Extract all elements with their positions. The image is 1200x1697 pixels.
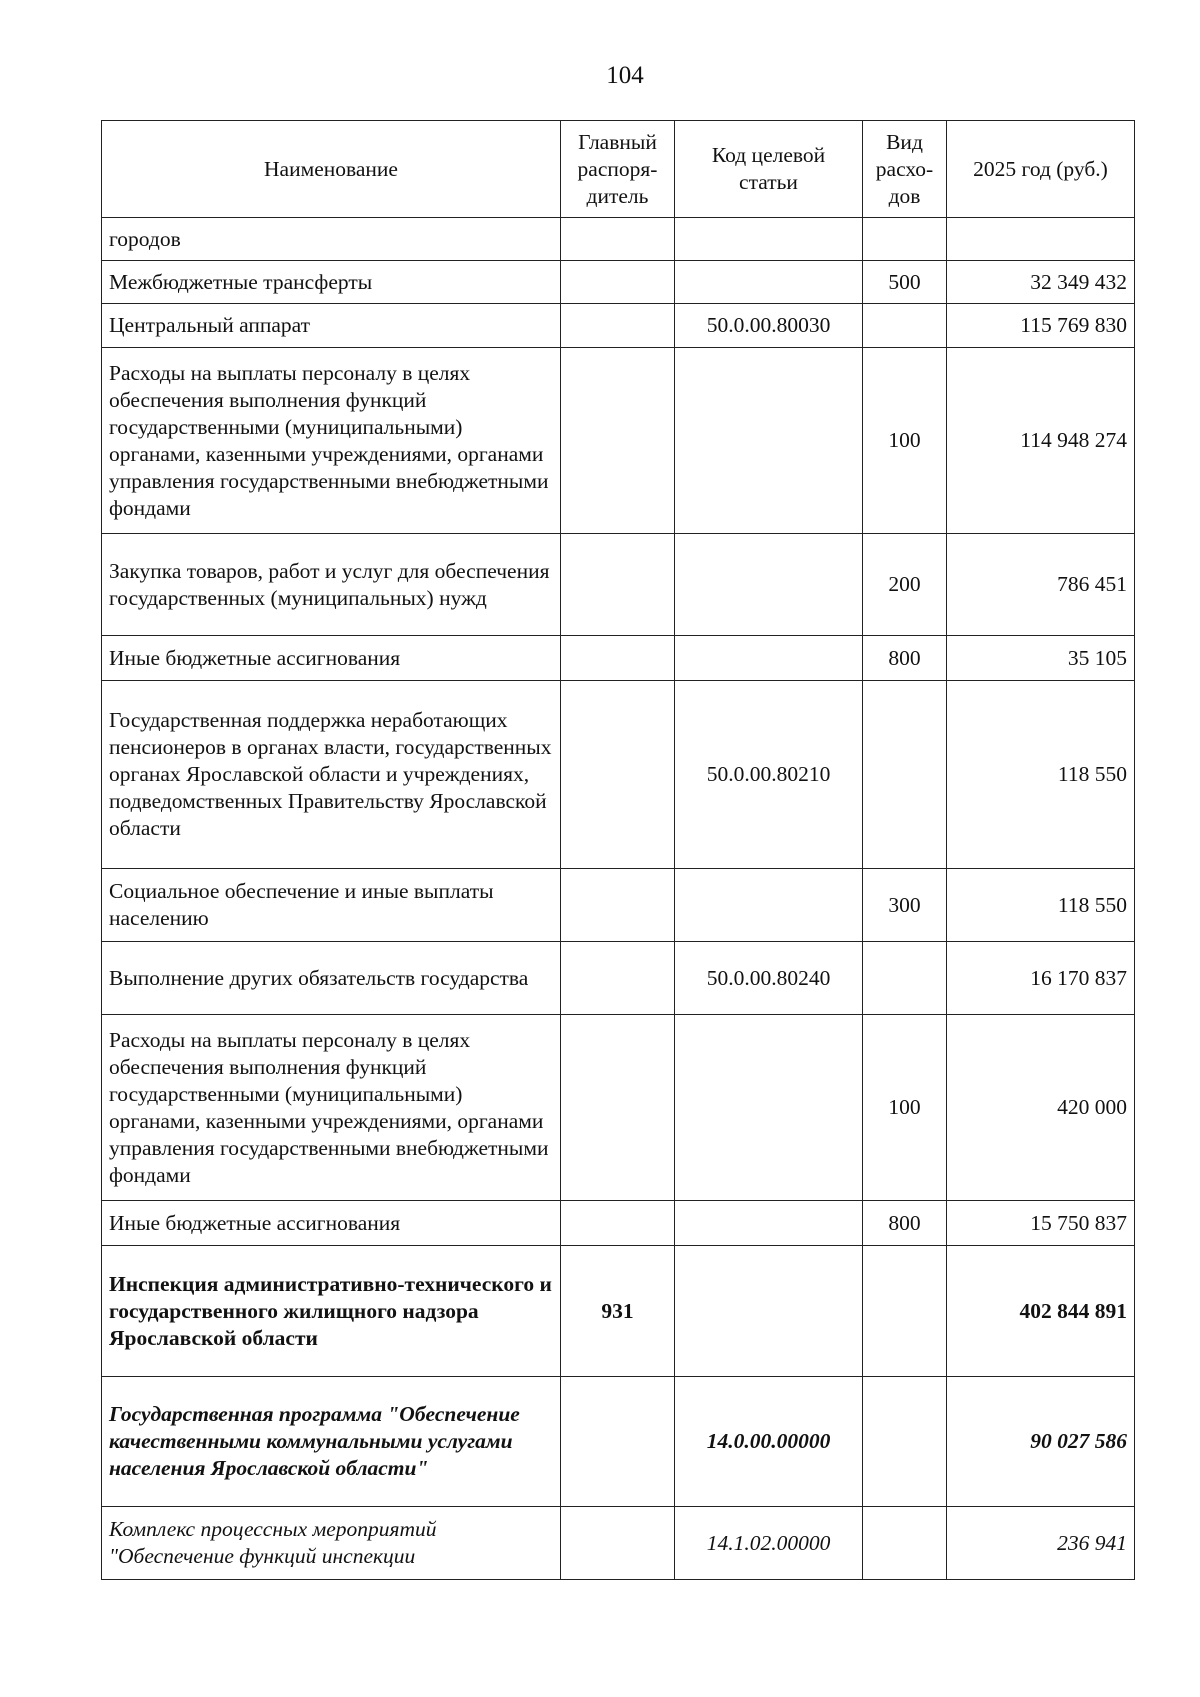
cell-amount: 118 550 bbox=[947, 681, 1135, 869]
cell-vid: 200 bbox=[863, 534, 947, 636]
table-row bbox=[102, 1507, 1135, 1580]
cell-code bbox=[675, 869, 863, 942]
cell-grbs bbox=[561, 869, 675, 942]
cell-vid: 800 bbox=[863, 636, 947, 681]
cell-code bbox=[675, 1246, 863, 1377]
cell-grbs bbox=[561, 534, 675, 636]
cell-name: Межбюджетные трансферты bbox=[102, 261, 561, 304]
cell-grbs bbox=[561, 1377, 675, 1507]
cell-code: 50.0.00.80240 bbox=[675, 942, 863, 1015]
cell-name: Государственная поддержка неработающих пенсионеров в органах власти, государственных органах Ярославской области и учреждениях, подведомственных Правительству Ярославской области bbox=[102, 681, 561, 869]
cell-code bbox=[675, 348, 863, 534]
cell-amount: 15 750 837 bbox=[947, 1201, 1135, 1246]
cell-vid bbox=[863, 942, 947, 1015]
cell-code bbox=[675, 636, 863, 681]
cell-vid bbox=[863, 304, 947, 348]
cell-amount: 236 941 bbox=[947, 1507, 1135, 1580]
cell-code: 50.0.00.80210 bbox=[675, 681, 863, 869]
cell-vid bbox=[863, 681, 947, 869]
cell-amount: 118 550 bbox=[947, 869, 1135, 942]
table-row bbox=[102, 304, 1135, 348]
cell-code: 50.0.00.80030 bbox=[675, 304, 863, 348]
cell-name: Закупка товаров, работ и услуг для обеспечения государственных (муниципальных) нужд bbox=[102, 534, 561, 636]
cell-code bbox=[675, 534, 863, 636]
table-header-row bbox=[102, 121, 1135, 218]
cell-name: городов bbox=[102, 218, 561, 261]
cell-code: 14.0.00.00000 bbox=[675, 1377, 863, 1507]
cell-grbs bbox=[561, 1201, 675, 1246]
cell-grbs bbox=[561, 1507, 675, 1580]
header-amount: 2025 год (руб.) bbox=[947, 121, 1135, 218]
cell-amount: 402 844 891 bbox=[947, 1246, 1135, 1377]
header-vid: Вид расхо-дов bbox=[863, 121, 947, 218]
cell-code bbox=[675, 1201, 863, 1246]
cell-name: Расходы на выплаты персоналу в целях обеспечения выполнения функций государственными (муниципальными) органами, казенными учреждениями, органами управления государственными внебюджетными фондами bbox=[102, 348, 561, 534]
table-row bbox=[102, 218, 1135, 261]
cell-grbs bbox=[561, 1015, 675, 1201]
cell-code bbox=[675, 261, 863, 304]
cell-vid bbox=[863, 1507, 947, 1580]
cell-amount: 35 105 bbox=[947, 636, 1135, 681]
cell-grbs: 931 bbox=[561, 1246, 675, 1377]
table-row bbox=[102, 1377, 1135, 1507]
cell-vid: 100 bbox=[863, 348, 947, 534]
cell-grbs bbox=[561, 304, 675, 348]
cell-name: Комплекс процессных мероприятий "Обеспечение функций инспекции bbox=[102, 1507, 561, 1580]
cell-amount: 115 769 830 bbox=[947, 304, 1135, 348]
cell-name: Расходы на выплаты персоналу в целях обеспечения выполнения функций государственными (муниципальными) органами, казенными учреждениями, органами управления государственными внебюджетными фондами bbox=[102, 1015, 561, 1201]
table-row bbox=[102, 1201, 1135, 1246]
cell-vid bbox=[863, 1377, 947, 1507]
cell-vid bbox=[863, 218, 947, 261]
cell-amount: 16 170 837 bbox=[947, 942, 1135, 1015]
table-row bbox=[102, 681, 1135, 869]
cell-grbs bbox=[561, 348, 675, 534]
budget-table bbox=[101, 120, 1135, 1580]
cell-amount: 32 349 432 bbox=[947, 261, 1135, 304]
cell-name: Выполнение других обязательств государства bbox=[102, 942, 561, 1015]
cell-amount: 786 451 bbox=[947, 534, 1135, 636]
cell-amount bbox=[947, 218, 1135, 261]
table-row bbox=[102, 348, 1135, 534]
cell-amount: 114 948 274 bbox=[947, 348, 1135, 534]
cell-vid: 300 bbox=[863, 869, 947, 942]
cell-amount: 90 027 586 bbox=[947, 1377, 1135, 1507]
cell-vid: 500 bbox=[863, 261, 947, 304]
table-row bbox=[102, 942, 1135, 1015]
table-row bbox=[102, 1015, 1135, 1201]
cell-vid: 100 bbox=[863, 1015, 947, 1201]
cell-name: Центральный аппарат bbox=[102, 304, 561, 348]
cell-code: 14.1.02.00000 bbox=[675, 1507, 863, 1580]
cell-name: Государственная программа "Обеспечение качественными коммунальными услугами населения Ярославской области" bbox=[102, 1377, 561, 1507]
table-row bbox=[102, 636, 1135, 681]
cell-grbs bbox=[561, 636, 675, 681]
cell-grbs bbox=[561, 261, 675, 304]
cell-name: Иные бюджетные ассигнования bbox=[102, 636, 561, 681]
table-row bbox=[102, 1246, 1135, 1377]
page-number: 104 bbox=[606, 62, 644, 89]
cell-name: Иные бюджетные ассигнования bbox=[102, 1201, 561, 1246]
cell-code bbox=[675, 218, 863, 261]
header-name: Наименование bbox=[102, 121, 561, 218]
cell-vid bbox=[863, 1246, 947, 1377]
cell-name: Социальное обеспечение и иные выплаты населению bbox=[102, 869, 561, 942]
table-row bbox=[102, 869, 1135, 942]
cell-grbs bbox=[561, 942, 675, 1015]
cell-grbs bbox=[561, 218, 675, 261]
table-row bbox=[102, 534, 1135, 636]
cell-grbs bbox=[561, 681, 675, 869]
cell-code bbox=[675, 1015, 863, 1201]
table-row bbox=[102, 261, 1135, 304]
cell-amount: 420 000 bbox=[947, 1015, 1135, 1201]
cell-vid: 800 bbox=[863, 1201, 947, 1246]
cell-name: Инспекция административно-технического и государственного жилищного надзора Ярославской области bbox=[102, 1246, 561, 1377]
header-code: Код целевой статьи bbox=[675, 121, 863, 218]
header-grbs: Главный распоря-дитель bbox=[561, 121, 675, 218]
